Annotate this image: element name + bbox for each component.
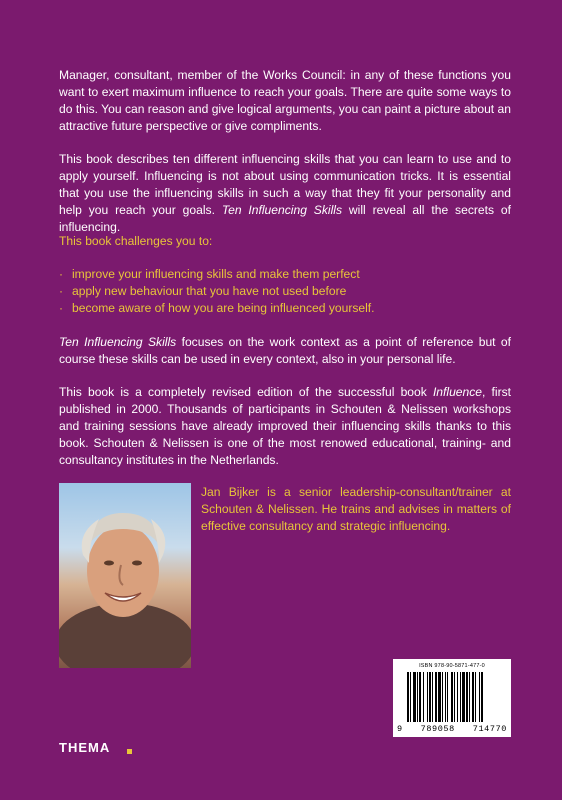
- author-bio: Jan Bijker is a senior leadership-consultant/trainer at Schouten & Nelissen. He trains and advises in matters of effective consultancy and strategic influencing.: [201, 485, 511, 533]
- challenge-heading: This book challenges you to:: [59, 234, 213, 248]
- description-paragraph: [59, 151, 511, 236]
- context-paragraph: [59, 334, 511, 368]
- bullet-marker: ·: [59, 284, 64, 298]
- book-title: Ten Influencing Skills: [221, 203, 343, 217]
- description-text-end: will reveal all the secrets of influencing.: [59, 203, 511, 234]
- challenge-list: [59, 266, 511, 317]
- author-photo: [59, 483, 191, 668]
- publisher-logo: THEMA: [59, 740, 111, 755]
- list-item: · improve your influencing skills and make them perfect: [59, 267, 360, 281]
- revised-text-end: , first published in 2000. Thousands of participants in Schouten & Nelissen workshops and training sessions have already improved their influencing skills thanks to this book. Schouten & Nelissen is one of the most renowed educational, training- and consultancy institutes in the Netherlands.: [59, 385, 511, 467]
- revised-text: This book is a completely revised edition of the successful book: [59, 385, 433, 399]
- publisher-logo-mark: [127, 749, 132, 754]
- list-item: · become aware of how you are being influenced yourself.: [59, 301, 375, 315]
- context-text: focuses on the work context as a point of reference but of course these skills can be used in every context, also in your personal life.: [59, 335, 511, 366]
- intro-paragraph: Manager, consultant, member of the Works Council: in any of these functions you want to exert maximum influence to reach your goals. There are quite some ways to do this. You can reason and give logical arguments, you can paint a picture about an attractive future perspective or give compliments.: [59, 68, 511, 133]
- isbn-label: ISBN 978-90-5871-477-0: [419, 663, 485, 669]
- book-title: Ten Influencing Skills: [59, 335, 177, 349]
- ean-number: 9 789058 714770: [397, 724, 507, 734]
- previous-book-title: Influence: [432, 385, 483, 399]
- revised-edition-paragraph: [59, 384, 511, 469]
- barcode: [393, 659, 511, 737]
- barcode-bars: [407, 672, 497, 722]
- list-item: · apply new behaviour that you have not used before: [59, 284, 347, 298]
- bullet-marker: ·: [59, 267, 64, 281]
- bullet-marker: ·: [59, 301, 64, 315]
- description-text: This book describes ten different influencing skills that you can learn to use and to apply yourself. Influencing is not about using communication tricks. It is essential that you use the influencing skills in such a way that they fit your personality and help you reach your goals.: [59, 152, 511, 217]
